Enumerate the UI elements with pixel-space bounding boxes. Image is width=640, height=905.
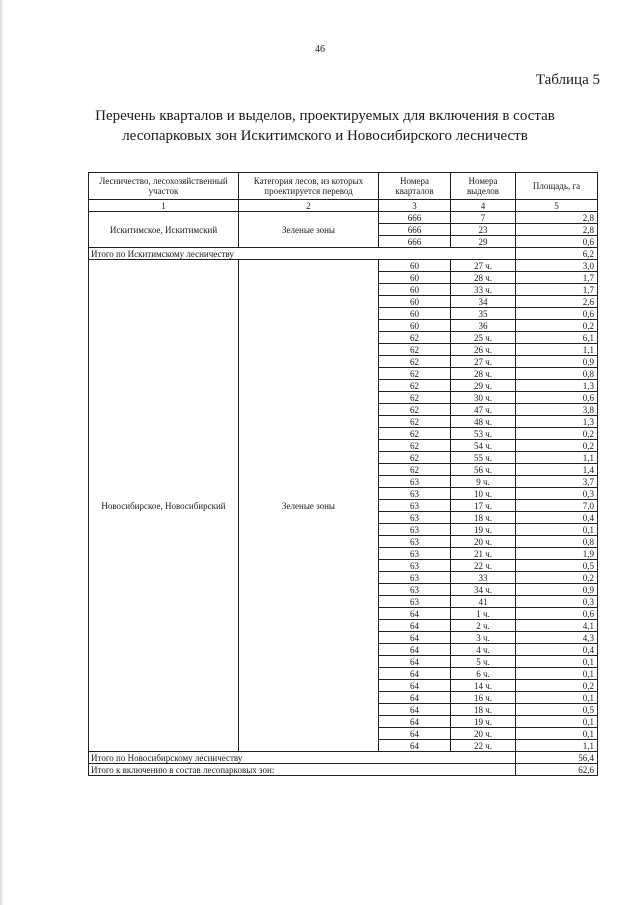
allotment-cell: 48 ч.	[451, 416, 516, 428]
area-cell: 3,0	[516, 260, 598, 272]
allotment-cell: 29 ч.	[451, 380, 516, 392]
allotment-cell: 35	[451, 308, 516, 320]
area-cell: 0,4	[516, 644, 598, 656]
area-cell: 0,2	[516, 320, 598, 332]
area-cell: 3,8	[516, 404, 598, 416]
allotment-cell: 10 ч.	[451, 488, 516, 500]
allotment-cell: 18 ч.	[451, 704, 516, 716]
quarter-cell: 63	[379, 512, 451, 524]
allotment-cell: 23	[451, 224, 516, 236]
allotment-cell: 34 ч.	[451, 584, 516, 596]
forest-quarters-table	[88, 172, 598, 776]
quarter-cell: 62	[379, 380, 451, 392]
allotment-cell: 19 ч.	[451, 716, 516, 728]
quarter-cell: 62	[379, 428, 451, 440]
allotment-cell: 53 ч.	[451, 428, 516, 440]
area-cell: 1,3	[516, 380, 598, 392]
area-cell: 0,2	[516, 440, 598, 452]
title-line-2: лесопарковых зон Искитимского и Новосибирского лесничеств	[122, 128, 528, 144]
allotment-cell: 25 ч.	[451, 332, 516, 344]
quarter-cell: 60	[379, 272, 451, 284]
area-cell: 0,1	[516, 728, 598, 740]
quarter-cell: 62	[379, 464, 451, 476]
quarter-cell: 62	[379, 344, 451, 356]
area-cell: 0,5	[516, 560, 598, 572]
quarter-cell: 666	[379, 224, 451, 236]
grand-total-label: Итого к включению в состав лесопарковых зон:	[89, 764, 516, 776]
area-cell: 3,7	[516, 476, 598, 488]
subtotal-row	[89, 248, 598, 260]
quarter-cell: 62	[379, 440, 451, 452]
col-number: 5	[516, 200, 598, 212]
header-category: Категория лесов, из которых проектируется перевод	[239, 173, 379, 200]
quarter-cell: 64	[379, 632, 451, 644]
table-header-row	[89, 173, 598, 200]
allotment-cell: 29	[451, 236, 516, 248]
area-cell: 0,1	[516, 668, 598, 680]
header-area: Площадь, га	[516, 173, 598, 200]
area-cell: 2,8	[516, 212, 598, 224]
allotment-cell: 55 ч.	[451, 452, 516, 464]
quarter-cell: 63	[379, 536, 451, 548]
allotment-cell: 27 ч.	[451, 260, 516, 272]
area-cell: 1,1	[516, 740, 598, 752]
scan-edge-shadow	[0, 0, 4, 905]
quarter-cell: 64	[379, 608, 451, 620]
area-cell: 2,6	[516, 296, 598, 308]
area-cell: 0,2	[516, 572, 598, 584]
quarter-cell: 64	[379, 620, 451, 632]
allotment-cell: 19 ч.	[451, 524, 516, 536]
col-number: 3	[379, 200, 451, 212]
allotment-cell: 33 ч.	[451, 284, 516, 296]
quarter-cell: 64	[379, 704, 451, 716]
area-cell: 0,6	[516, 392, 598, 404]
area-cell: 4,1	[516, 620, 598, 632]
allotment-cell: 30 ч.	[451, 392, 516, 404]
quarter-cell: 63	[379, 584, 451, 596]
allotment-cell: 18 ч.	[451, 512, 516, 524]
quarter-cell: 666	[379, 236, 451, 248]
allotment-cell: 34	[451, 296, 516, 308]
area-cell: 0,6	[516, 308, 598, 320]
allotment-cell: 56 ч.	[451, 464, 516, 476]
quarter-cell: 63	[379, 488, 451, 500]
quarter-cell: 64	[379, 716, 451, 728]
area-cell: 0,2	[516, 680, 598, 692]
area-cell: 1,1	[516, 452, 598, 464]
quarter-cell: 63	[379, 572, 451, 584]
quarter-cell: 62	[379, 356, 451, 368]
allotment-cell: 17 ч.	[451, 500, 516, 512]
quarter-cell: 62	[379, 392, 451, 404]
area-cell: 1,9	[516, 548, 598, 560]
quarter-cell: 63	[379, 548, 451, 560]
area-cell: 0,1	[516, 524, 598, 536]
forestry-cell: Новосибирское, Новосибирский	[89, 260, 239, 752]
page-number: 46	[315, 44, 325, 55]
allotment-cell: 26 ч.	[451, 344, 516, 356]
allotment-cell: 22 ч.	[451, 560, 516, 572]
table-row	[89, 212, 598, 224]
area-cell: 1,3	[516, 416, 598, 428]
quarter-cell: 62	[379, 332, 451, 344]
title-line-1: Перечень кварталов и выделов, проектируемых для включения в состав	[95, 108, 555, 124]
table-row	[89, 260, 598, 272]
area-cell: 0,1	[516, 716, 598, 728]
header-forestry: Лесничество, лесохозяйственный участок	[89, 173, 239, 200]
allotment-cell: 14 ч.	[451, 680, 516, 692]
quarter-cell: 60	[379, 320, 451, 332]
area-cell: 0,9	[516, 356, 598, 368]
quarter-cell: 62	[379, 416, 451, 428]
allotment-cell: 16 ч.	[451, 692, 516, 704]
allotment-cell: 28 ч.	[451, 368, 516, 380]
allotment-cell: 28 ч.	[451, 272, 516, 284]
allotment-cell: 4 ч.	[451, 644, 516, 656]
area-cell: 0,6	[516, 608, 598, 620]
col-number: 4	[451, 200, 516, 212]
allotment-cell: 27 ч.	[451, 356, 516, 368]
area-cell: 0,4	[516, 512, 598, 524]
document-title	[60, 106, 590, 146]
subtotal-label: Итого по Искитимскому лесничеству	[89, 248, 516, 260]
group-iskitim-total	[89, 248, 598, 260]
area-cell: 6,1	[516, 332, 598, 344]
allotment-cell: 20 ч.	[451, 728, 516, 740]
col-number: 2	[239, 200, 379, 212]
allotment-cell: 5 ч.	[451, 656, 516, 668]
allotment-cell: 36	[451, 320, 516, 332]
quarter-cell: 64	[379, 644, 451, 656]
grand-total-value: 62,6	[516, 764, 598, 776]
area-cell: 1,7	[516, 272, 598, 284]
subtotal-value: 6,2	[516, 248, 598, 260]
group-iskitim	[89, 212, 598, 248]
quarter-cell: 63	[379, 524, 451, 536]
subtotal-label: Итого по Новосибирскому лесничеству	[89, 752, 516, 764]
area-cell: 1,7	[516, 284, 598, 296]
quarter-cell: 62	[379, 452, 451, 464]
quarter-cell: 62	[379, 404, 451, 416]
category-cell: Зеленые зоны	[239, 212, 379, 248]
allotment-cell: 22 ч.	[451, 740, 516, 752]
quarter-cell: 62	[379, 368, 451, 380]
subtotal-row	[89, 752, 598, 764]
area-cell: 0,9	[516, 584, 598, 596]
quarter-cell: 63	[379, 560, 451, 572]
area-cell: 0,1	[516, 692, 598, 704]
quarter-cell: 63	[379, 596, 451, 608]
forestry-cell: Искитимское, Искитимский	[89, 212, 239, 248]
quarter-cell: 60	[379, 296, 451, 308]
quarter-cell: 64	[379, 692, 451, 704]
category-cell: Зеленые зоны	[239, 260, 379, 752]
quarter-cell: 60	[379, 308, 451, 320]
allotment-cell: 20 ч.	[451, 536, 516, 548]
area-cell: 0,2	[516, 428, 598, 440]
allotment-cell: 21 ч.	[451, 548, 516, 560]
area-cell: 2,8	[516, 224, 598, 236]
quarter-cell: 64	[379, 656, 451, 668]
allotment-cell: 1 ч.	[451, 608, 516, 620]
allotment-cell: 54 ч.	[451, 440, 516, 452]
allotment-cell: 33	[451, 572, 516, 584]
area-cell: 7,0	[516, 500, 598, 512]
area-cell: 0,8	[516, 368, 598, 380]
group-novosibirsk	[89, 260, 598, 752]
col-number: 1	[89, 200, 239, 212]
area-cell: 1,4	[516, 464, 598, 476]
quarter-cell: 64	[379, 680, 451, 692]
header-quarters: Номера кварталов	[379, 173, 451, 200]
allotment-cell: 2 ч.	[451, 620, 516, 632]
subtotal-value: 56,4	[516, 752, 598, 764]
quarter-cell: 60	[379, 260, 451, 272]
area-cell: 0,6	[516, 236, 598, 248]
allotment-cell: 41	[451, 596, 516, 608]
allotment-cell: 6 ч.	[451, 668, 516, 680]
area-cell: 0,3	[516, 488, 598, 500]
allotment-cell: 7	[451, 212, 516, 224]
quarter-cell: 64	[379, 740, 451, 752]
allotment-cell: 47 ч.	[451, 404, 516, 416]
area-cell: 0,1	[516, 656, 598, 668]
column-number-row	[89, 200, 598, 212]
allotment-cell: 3 ч.	[451, 632, 516, 644]
quarter-cell: 63	[379, 500, 451, 512]
allotment-cell: 9 ч.	[451, 476, 516, 488]
area-cell: 0,5	[516, 704, 598, 716]
totals	[89, 752, 598, 776]
area-cell: 1,1	[516, 344, 598, 356]
quarter-cell: 60	[379, 284, 451, 296]
quarter-cell: 64	[379, 668, 451, 680]
area-cell: 0,8	[516, 536, 598, 548]
quarter-cell: 666	[379, 212, 451, 224]
quarter-cell: 63	[379, 476, 451, 488]
header-allotments: Номера выделов	[451, 173, 516, 200]
table-label: Таблица 5	[535, 72, 600, 88]
area-cell: 0,3	[516, 596, 598, 608]
quarter-cell: 64	[379, 728, 451, 740]
area-cell: 4,3	[516, 632, 598, 644]
grand-total-row	[89, 764, 598, 776]
